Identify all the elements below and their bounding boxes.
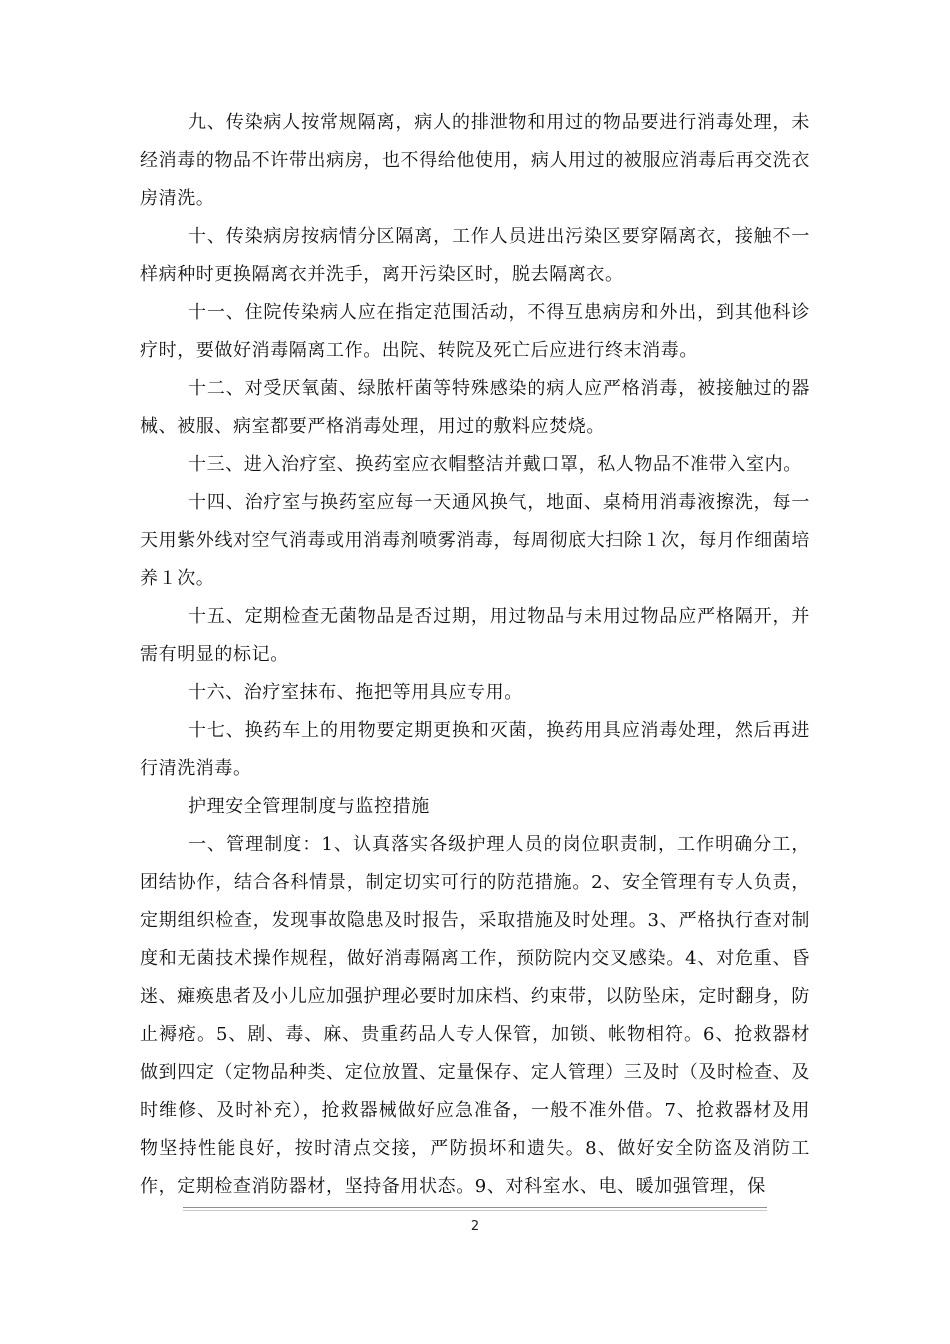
document-body [140, 104, 810, 1206]
paragraph-item-15: 十五、定期检查无菌物品是否过期，用过物品与未用过物品应严格隔开，并需有明显的标记。 [140, 606, 810, 665]
paragraph-item-13: 十三、进入治疗室、换药室应衣帽整洁并戴口罩，私人物品不准带入室内。 [188, 454, 802, 475]
paragraph-item-16: 十六、治疗室抹布、拖把等用具应专用。 [188, 682, 523, 703]
page-number: 2 [470, 1219, 480, 1234]
paragraph-item-9: 九、传染病人按常规隔离，病人的排泄物和用过的物品要进行消毒处理，未经消毒的物品不许带出病房，也不得给他使用，病人用过的被服应消毒后再交洗衣房清洗。 [140, 112, 810, 209]
footer-divider-shadow [183, 1210, 767, 1211]
section-heading: 护理安全管理制度与监控措施 [188, 796, 430, 817]
paragraph-item-17: 十七、换药车上的用物要定期更换和灭菌，换药用具应消毒处理，然后再进行清洗消毒。 [140, 720, 810, 779]
paragraph-item-10: 十、传染病房按病情分区隔离，工作人员进出污染区要穿隔离衣，接触不一样病种时更换隔离衣并洗手，离开污染区时，脱去隔离衣。 [140, 226, 810, 285]
paragraph-item-12: 十二、对受厌氧菌、绿脓杆菌等特殊感染的病人应严格消毒，被接触过的器械、被服、病室都要严格消毒处理，用过的敷料应焚烧。 [140, 378, 810, 437]
paragraph-item-11: 十一、住院传染病人应在指定范围活动，不得互患病房和外出，到其他科诊疗时，要做好消毒隔离工作。出院、转院及死亡后应进行终末消毒。 [140, 302, 810, 361]
management-system-paragraph: 一、管理制度：1、认真落实各级护理人员的岗位职责制，工作明确分工，团结协作，结合各科情景，制定切实可行的防范措施。2、安全管理有专人负责，定期组织检查，发现事故隐患及时报告，采取措施及时处理。3、严格执行查对制度和无菌技术操作规程，做好消毒隔离工作，预防院内交叉感染。4、对危重、昏迷、瘫痪患者及小儿应加强护理必要时加床档、约束带，以防坠床，定时翻身，防止褥疮。5、剧、毒、麻、贵重药品人专人保管，加锁、帐物相符。6、抢救器材做到四定（定物品种类、定位放置、定量保存、定人管理）三及时（及时检查、及时维修、及时补充），抢救器械做好应急准备，一般不准外借。7、抢救器材及用物坚持性能良好，按时清点交接，严防损坏和遗失。8、做好安全防盗及消防工作，定期检查消防器材，坚持备用状态。9、对科室水、电、暖加强管理，保 [140, 834, 810, 1197]
footer-divider [183, 1207, 767, 1208]
paragraph-item-14: 十四、治疗室与换药室应每一天通风换气，地面、桌椅用消毒液擦洗，每一天用紫外线对空气消毒或用消毒剂喷雾消毒，每周彻底大扫除１次，每月作细菌培养１次。 [140, 492, 810, 589]
